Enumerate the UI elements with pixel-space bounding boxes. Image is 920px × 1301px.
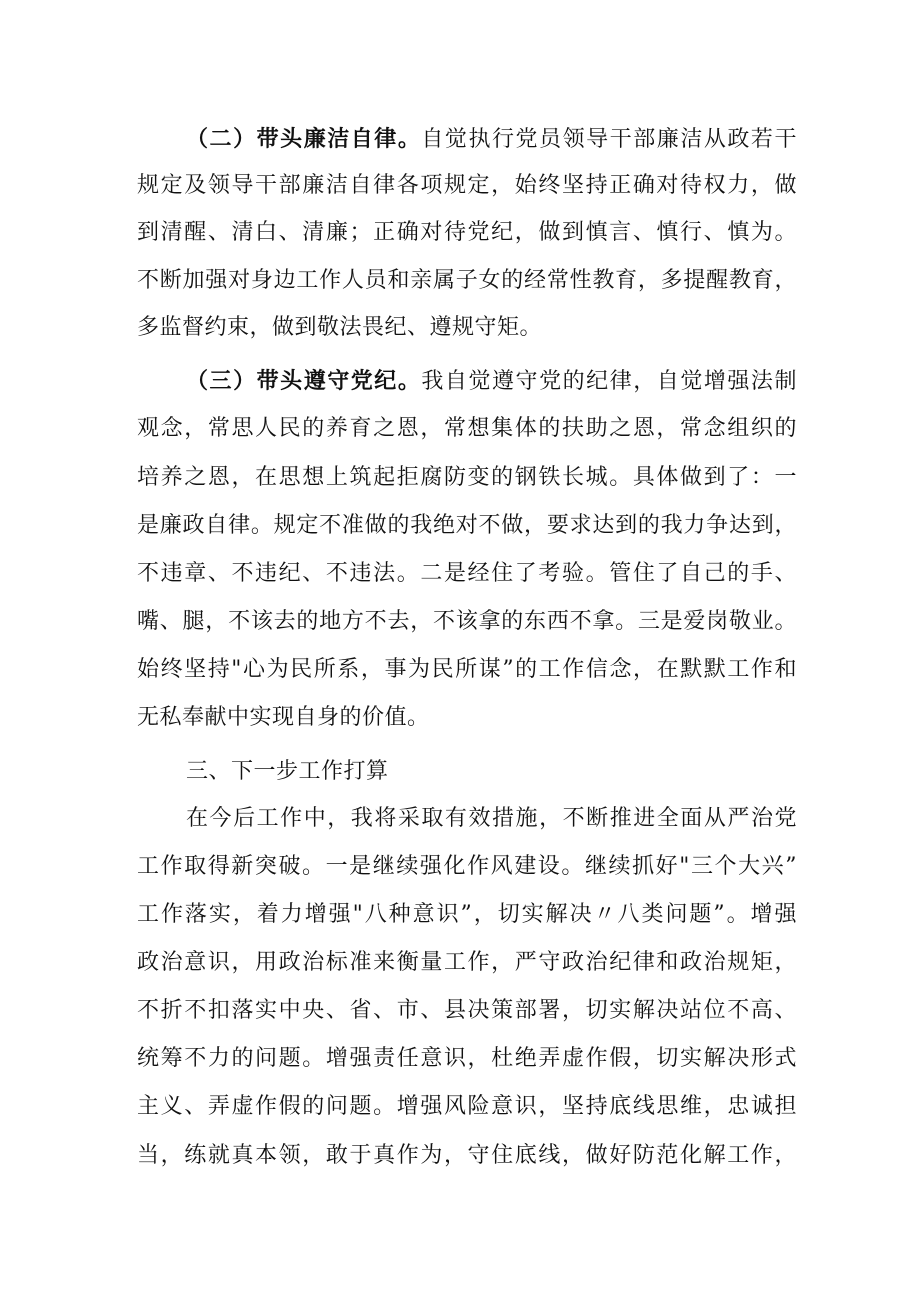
section-three-line-8: 无私奉献中实现自身的价值。 [137,705,430,730]
part-three-line-6: 统筹不力的问题。增强责任意识，杜绝弄虚作假，切实解决形式 [137,1046,797,1071]
section-two-line-3: 到清醒、清白、清廉；正确对待党纪，做到慎言、慎行、慎为。 [137,220,797,245]
part-three-line-4: 政治意识，用政治标准来衡量工作，严守政治纪律和政治规矩， [137,950,797,975]
section-two-line-5: 多监督约束，做到敬法畏纪、遵规守矩。 [137,315,543,340]
section-three-line-5: 不违章、不违纪、不违法。二是经住了考验。管住了自己的手、 [137,561,797,586]
section-three-line-6: 嘴、腿，不该去的地方不去，不该拿的东西不拿。三是爱岗敬业。 [137,609,797,634]
section-two-text-1: 自觉执行党员领导干部廉洁从政若干 [421,127,797,152]
section-three-line-2: 观念，常思人民的养育之恩，常想集体的扶助之恩，常念组织的 [137,416,797,441]
section-two-line-4: 不断加强对身边工作人员和亲属子女的经常性教育，多提醒教育， [137,268,797,293]
section-three-heading: （三）带头遵守党纪。 [186,368,422,394]
part-three-line-3: 工作落实，着力增强"八种意识”，切实解决〃八类问题”。增强 [137,902,797,927]
part-three-line-1: 在今后工作中，我将采取有效措施，不断推进全面从严治党 [186,806,797,831]
section-two-line-2: 规定及领导干部廉洁自律各项规定，始终坚持正确对待权力，做 [137,173,797,198]
part-three-line-5: 不折不扣落实中央、省、市、县决策部署，切实解决站位不高、 [137,998,797,1023]
part-three-heading: 三、下一步工作打算 [186,759,389,784]
part-three-line-7: 主义、弄虚作假的问题。增强风险意识，坚持底线思维，忠诚担 [137,1094,797,1119]
section-three-text-1: 我自觉遵守党的纪律，自觉增强法制 [421,369,797,394]
part-three-line-8: 当，练就真本领，敢于真作为，守住底线，做好防范化解工作， [137,1143,797,1168]
section-two-line-1 [186,117,797,161]
section-three-line-4: 是廉政自律。规定不准做的我绝对不做，要求达到的我力争达到， [137,513,797,538]
part-three-line-2: 工作取得新突破。一是继续强化作风建设。继续抓好"三个大兴” [137,854,797,879]
section-three-line-7: 始终坚持"心为民所系，事为民所谋”的工作信念，在默默工作和 [137,657,797,682]
section-three-line-1 [186,359,797,403]
section-three-line-3: 培养之恩，在思想上筑起拒腐防变的钢铁长城。具体做到了：一 [137,465,797,490]
section-two-heading: （二）带头廉洁自律。 [186,126,422,152]
